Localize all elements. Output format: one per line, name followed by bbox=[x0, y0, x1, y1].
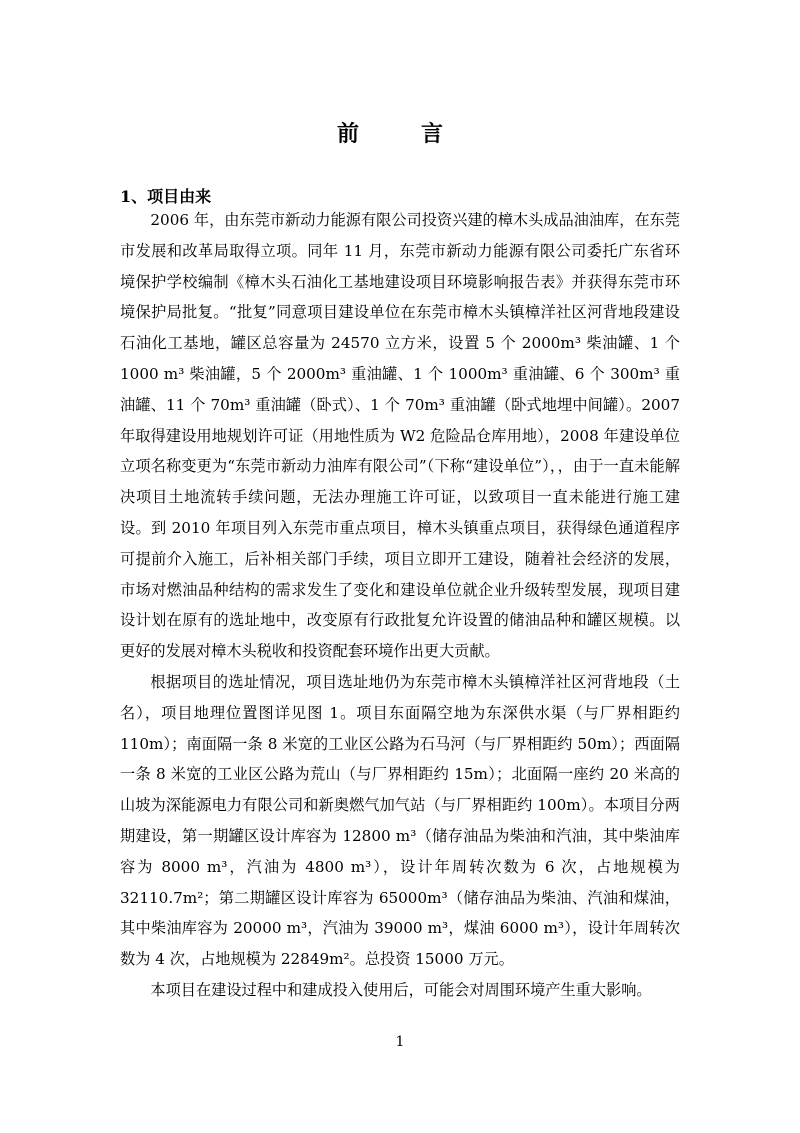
page-number: 1 bbox=[395, 1034, 405, 1050]
section-heading: 1、项目由来 bbox=[120, 187, 212, 206]
page-title: 前 言 bbox=[336, 121, 463, 147]
paragraph: 2006 年，由东莞市新动力能源有限公司投资兴建的樟木头成品油油库，在东莞市发展和改革局取得立项。同年 11 月，东莞市新动力能源有限公司委托广东省环境保护学校编制《樟木头石油化工基地建设项目环境影响报告表》并获得东莞市环境保护局批复。“批复”同意项目建设单位在东莞市樟木头镇樟洋社区河背地段建设石油化工基地，罐区总容量为 24570 立方米，设置 5 个 2000m³ 柴油罐、1 个 1000 m³ 柴油罐，5 个 2000m³ 重油罐、1 个 1000m³ 重油罐、6 个 300m³ 重油罐、11 个 70m³ 重油罐（卧式）、1 个 70m³ 重油罐（卧式地埋中间罐）。2007 年取得建设用地规划许可证（用地性质为 W2 危险品仓库用地），2008 年建设单位立项名称变更为“东莞市新动力油库有限公司”（下称“建设单位”），，由于一直未能解决项目土地流转手续问题，无法办理施工许可证，以致项目一直未能进行施工建设。到 2010 年项目列入东莞市重点项目，樟木头镇重点项目，获得绿色通道程序可提前介入施工，后补相关部门手续，项目立即开工建设，随着社会经济的发展，市场对燃油品种结构的需求发生了变化和建设单位就企业升级转型发展，现项目建设计划在原有的选址地中，改变原有行政批复允许设置的储油品种和罐区规模。以更好的发展对樟木头税收和投资配套环境作出更大贡献。 bbox=[120, 211, 680, 661]
paragraph: 本项目在建设过程中和建成投入使用后，可能会对周围环境产生重大影响。 bbox=[150, 980, 652, 999]
paragraph: 根据项目的选址情况，项目选址地仍为东莞市樟木头镇樟洋社区河背地段（土名），项目地理位置图详见图 1。项目东面隔空地为东深供水渠（与厂界相距约 110m）；南面隔一条 8 米宽的工业区公路为石马河（与厂界相距约 50m）；西面隔一条 8 米宽的工业区公路为荒山（与厂界相距约 15m）；北面隔一座约 20 米高的山坡为深能源电力有限公司和新奥燃气加气站（与厂界相距约 100m）。本项目分两期建设，第一期罐区设计库容为 12800 m³（储存油品为柴油和汽油，其中柴油库容为 8000 m³，汽油为 4800 m³），设计年周转次数为 6 次，占地规模为 32110.7m²；第二期罐区设计库容为 65000m³（储存油品为柴油、汽油和煤油，其中柴油库容为 20000 m³，汽油为 39000 m³，煤油 6000 m³），设计年周转次数为 4 次，占地规模为 22849m²。总投资 15000 万元。 bbox=[120, 672, 680, 969]
body-text bbox=[120, 205, 680, 1006]
